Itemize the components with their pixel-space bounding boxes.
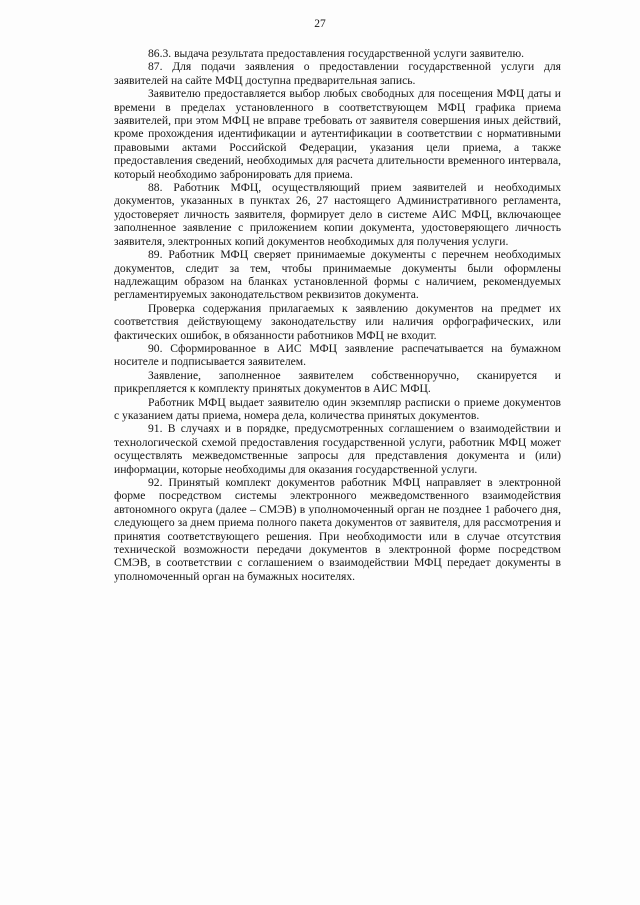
paragraph-86-3: 86.3. выдача результата предоставления государственной услуги заявителю. (148, 47, 525, 60)
paragraph-88: 88. Работник МФЦ, осуществляющий прием заявителей и необходимых документов, указанных в пунктах 26, 27 настоящего Административного регламента, удостоверяет личность заявителя, формирует дело в системе АИС МФЦ, включающее заполненное заявление с приложением копии документа, удостоверяющего личность заявителя, электронных копий документов необходимых для получения услуги. (114, 181, 561, 248)
paragraph-89-continued: Проверка содержания прилагаемых к заявлению документов на предмет их соответствия действующему законодательству или наличия орфографических, или фактических ошибок, в обязанности работников МФЦ не входит. (114, 301, 561, 342)
paragraph-87: 87. Для подачи заявления о предоставлении государственной услуги для заявителей на сайте МФЦ доступна предварительная запись. (114, 60, 561, 87)
paragraph-92: 92. Принятый комплект документов работник МФЦ направляет в электронной форме посредством системы электронного межведомственного взаимодействия автономного округа (далее – СМЭВ) в уполномоченный орган не позднее 1 рабочего дня, следующего за днем приема полного пакета документов от заявителя, для рассмотрения и принятия соответствующего решения. При необходимости или в случае отсутствия технической возможности передачи документов в электронной форме посредством СМЭВ, в соответствии с соглашением о взаимодействии МФЦ передает документы в уполномоченный орган на бумажных носителях. (114, 476, 561, 583)
paragraph-90-receipt: Работник МФЦ выдает заявителю один экземпляр расписки о приеме документов с указанием даты приема, номера дела, количества принятых документов. (114, 395, 561, 422)
paragraph-90: 90. Сформированное в АИС МФЦ заявление распечатывается на бумажном носителе и подписывается заявителем. (114, 341, 561, 369)
paragraph-91: 91. В случаях и в порядке, предусмотренных соглашением о взаимодействии и технологической схемой предоставления государственной услуги, работник МФЦ может осуществлять межведомственные запросы для представления документа и (или) информации, которые необходимы для оказания государственной услуги. (114, 422, 561, 476)
paragraph-90-scan: Заявление, заполненное заявителем собственноручно, сканируется и прикрепляется к комплекту принятых документов в АИС МФЦ. (114, 368, 561, 396)
paragraph-89: 89. Работник МФЦ сверяет принимаемые документы с перечнем необходимых документов, следит за тем, чтобы принимаемые документы были оформлены надлежащим образом на бланках установленной формы с наличием, рекомендуемых регламентируемых законодательством реквизитов документа. (114, 248, 561, 302)
paragraph-87-continued: Заявителю предоставляется выбор любых свободных для посещения МФЦ даты и времени в пределах установленного в соответствующем МФЦ графика приема заявителей, при этом МФЦ не вправе требовать от заявителя совершения иных действий, кроме прохождения идентификации и аутентификации в соответствии с нормативными правовыми актами Российской Федерации, указания цели приема, а также предоставления сведений, необходимых для расчета длительности временного интервала, который необходимо забронировать для приема. (114, 87, 561, 181)
page-number: 27 (314, 18, 326, 30)
document-body (114, 47, 561, 583)
